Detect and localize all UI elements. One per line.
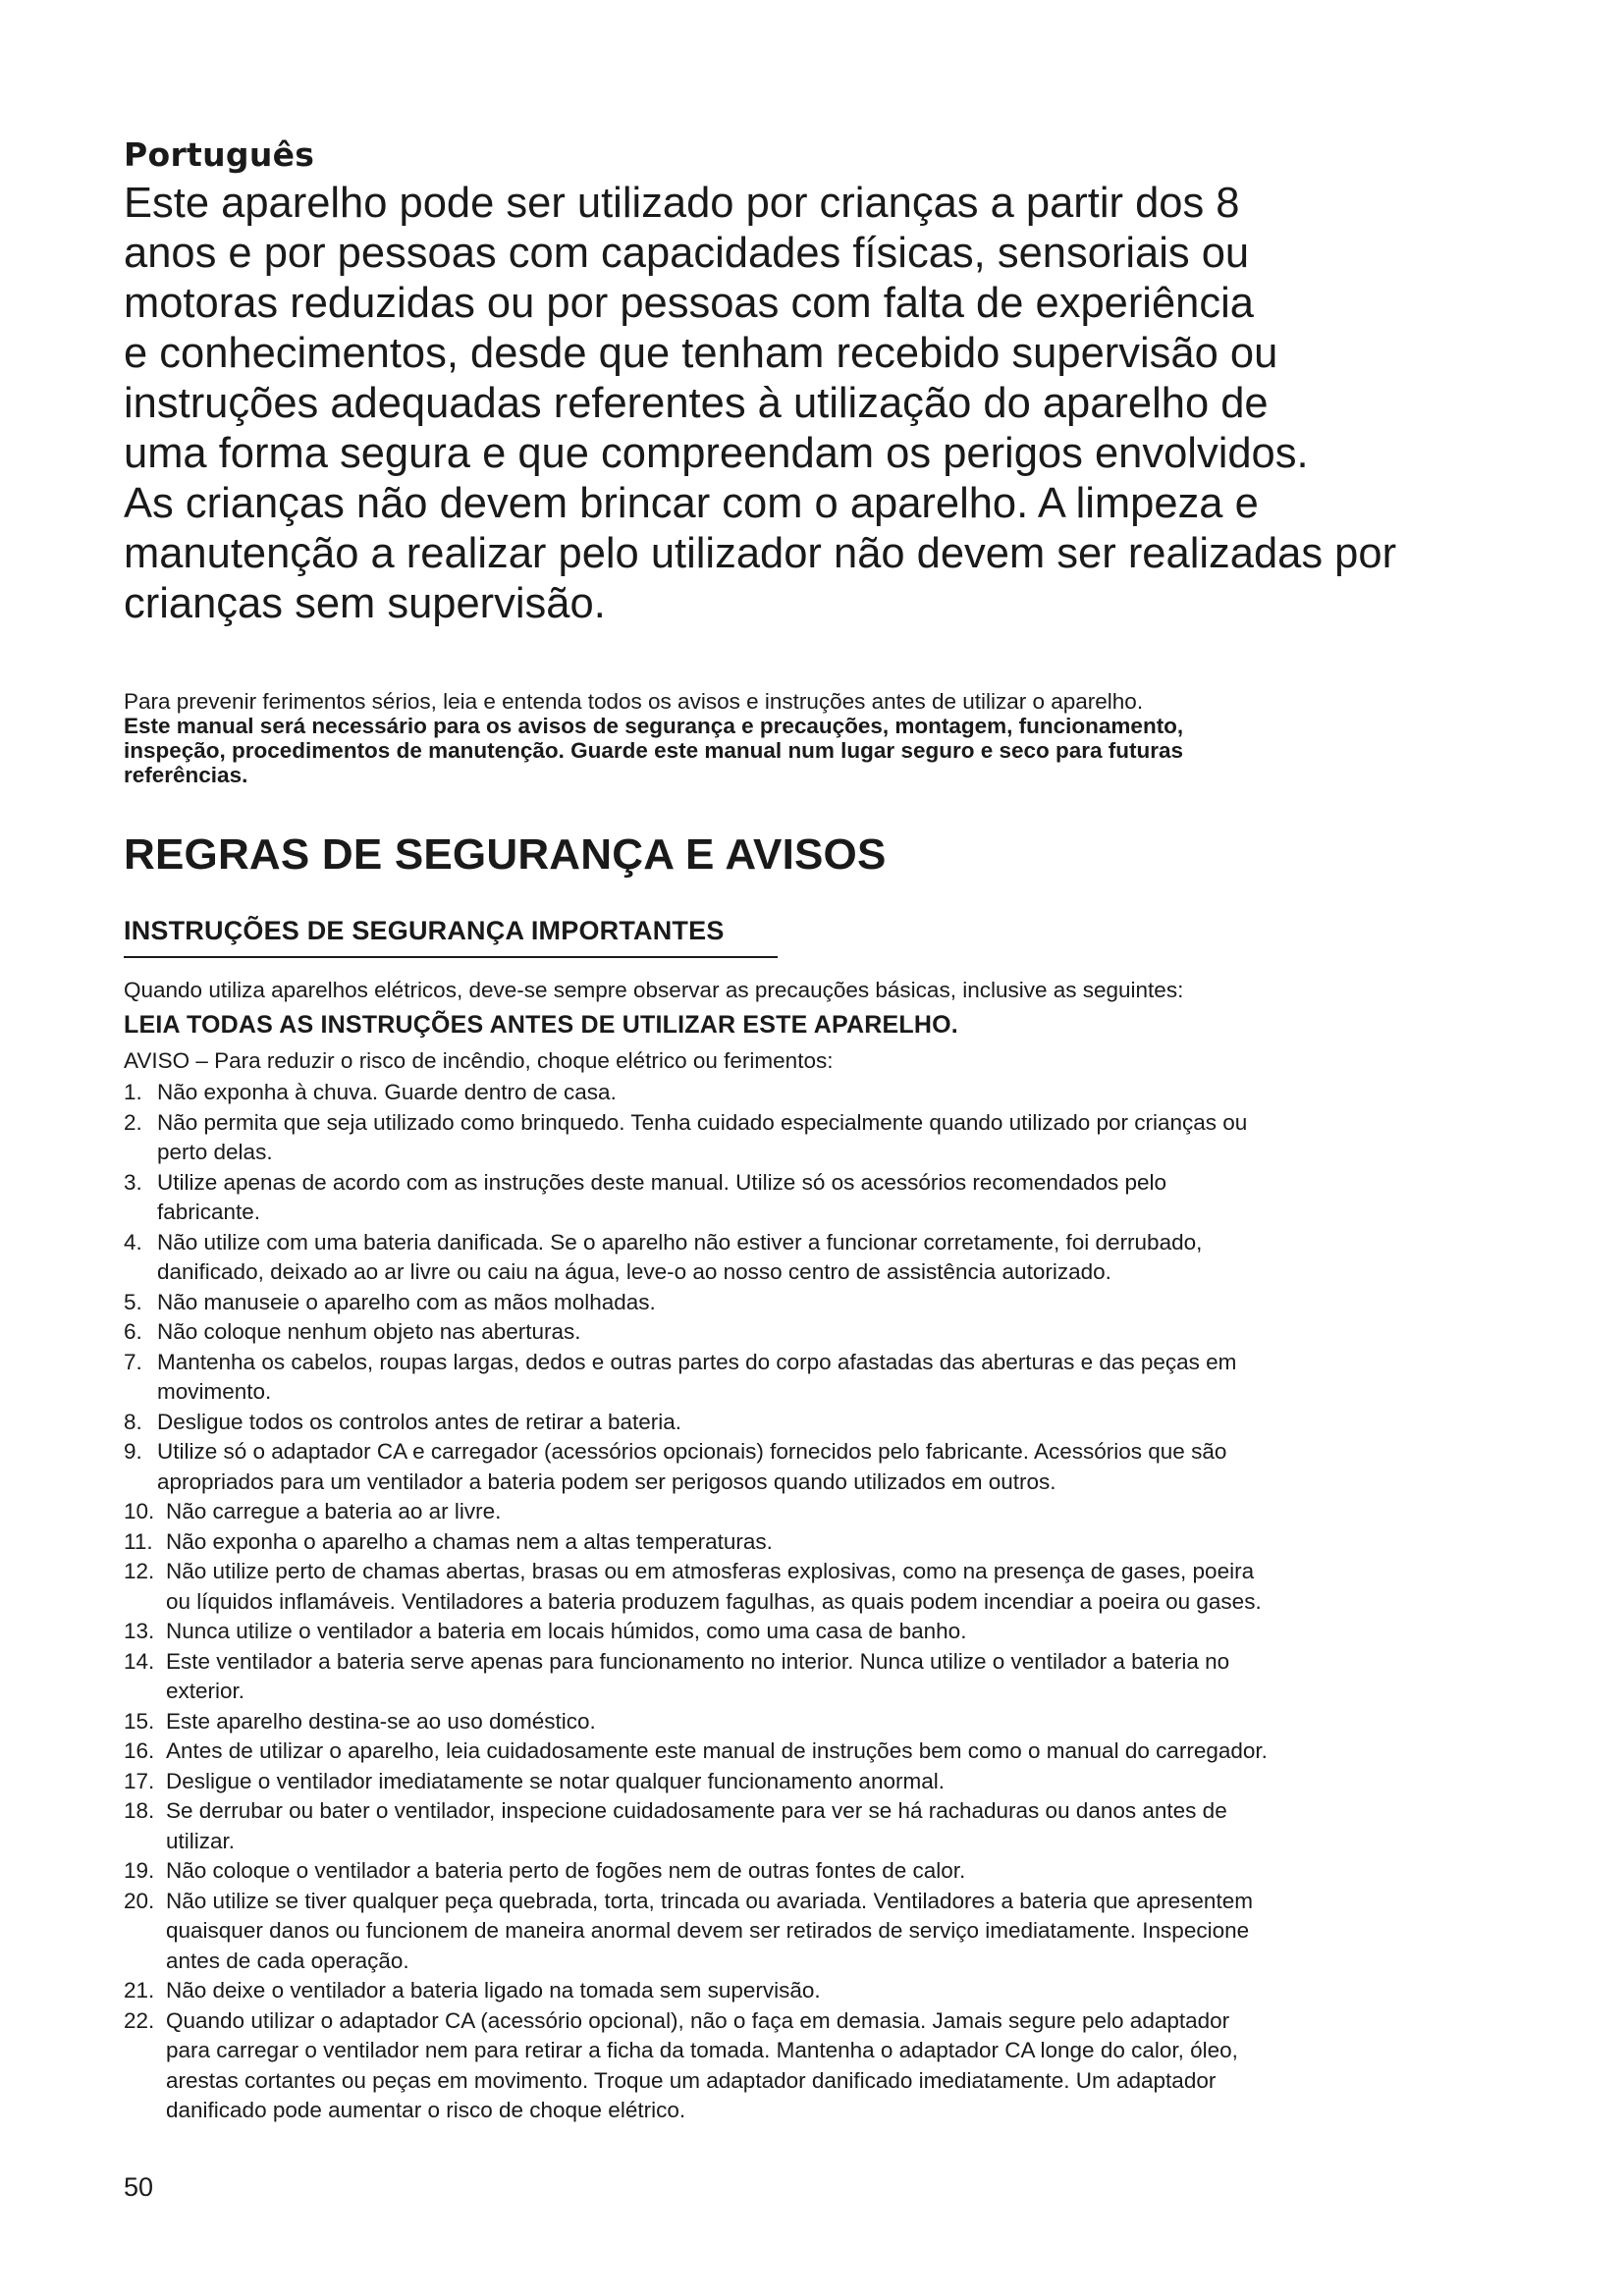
- list-item-line: Não exponha o aparelho a chamas nem a altas temperaturas.: [166, 1528, 773, 1554]
- intro-line: uma forma segura e que compreendam os perigos envolvidos.: [124, 430, 1309, 477]
- list-item-number: 9.: [124, 1439, 142, 1464]
- list-item-line: Antes de utilizar o aparelho, leia cuidadosamente este manual de instruções bem como o manual do carregador.: [166, 1738, 1268, 1763]
- list-item-line: Utilize só o adaptador CA e carregador (acessórios opcionais) fornecidos pelo fabricante. Acessórios que são: [157, 1439, 1227, 1464]
- list-item-number: 18.: [124, 1798, 155, 1823]
- list-item-line: Não deixe o ventilador a bateria ligado na tomada sem supervisão.: [166, 1978, 821, 2002]
- list-item-line: exterior.: [166, 1679, 245, 1703]
- list-item: [124, 1976, 1449, 2006]
- list-item-line: quaisquer danos ou funcionem de maneira anormal devem ser retirados de serviço imediatamente. Inspecione: [166, 1918, 1250, 1943]
- list-item-text: [124, 1408, 1449, 1438]
- list-item-line: Não coloque nenhum objeto nas aberturas.: [157, 1319, 581, 1344]
- list-item: [124, 1497, 1449, 1527]
- list-item-number: 13.: [124, 1619, 155, 1643]
- list-item-line: Não coloque o ventilador a bateria perto de fogões nem de outras fontes de calor.: [166, 1858, 966, 1883]
- list-item: [124, 1796, 1449, 1856]
- list-item-line: Mantenha os cabelos, roupas largas, dedos e outras partes do corpo afastadas das aberturas e das peças em: [157, 1349, 1237, 1374]
- list-item-line: Quando utilizar o adaptador CA (acessório opcional), não o faça em demasia. Jamais segure pelo adaptador: [166, 2007, 1230, 2033]
- list-item: [124, 1557, 1449, 1617]
- list-item: [124, 1767, 1449, 1797]
- list-item-line: Este ventilador a bateria serve apenas para funcionamento no interior. Nunca utilize o ventilador a bateria no: [166, 1648, 1230, 1674]
- list-item-number: 1.: [124, 1080, 142, 1104]
- list-item: [124, 1437, 1449, 1497]
- basic-precautions-text: Quando utiliza aparelhos elétricos, deve-se sempre observar as precauções básicas, inclusive as seguintes:: [124, 978, 1184, 1002]
- intro-line: motoras reduzidas ou por pessoas com falta de experiência: [124, 280, 1254, 327]
- list-item-number: 4.: [124, 1229, 142, 1255]
- list-item-line: antes de cada operação.: [166, 1948, 409, 1973]
- read-all-instructions: LEIA TODAS AS INSTRUÇÕES ANTES DE UTILIZAR ESTE APARELHO.: [124, 1011, 958, 1039]
- intro-line: instruções adequadas referentes à utilização do aparelho de: [124, 380, 1269, 427]
- list-item-number: 17.: [124, 1768, 155, 1793]
- subsection-underline: [124, 956, 778, 958]
- list-item-text: [124, 1976, 1449, 2006]
- list-item-line: utilizar.: [166, 1828, 236, 1853]
- list-item-text: [124, 2006, 1449, 2126]
- list-item-line: Não permita que seja utilizado como brinquedo. Tenha cuidado especialmente quando utilizado por crianças ou: [157, 1109, 1248, 1135]
- list-item-line: Não utilize se tiver qualquer peça quebrada, torta, trincada ou avariada. Ventiladores a bateria que apresentem: [166, 1888, 1253, 1913]
- list-item-text: [124, 1796, 1449, 1856]
- list-item-line: Não utilize com uma bateria danificada. Se o aparelho não estiver a funcionar corretamente, foi derrubado,: [157, 1229, 1203, 1255]
- language-heading: Português: [124, 135, 315, 174]
- list-item-line: Utilize apenas de acordo com as instruções deste manual. Utilize só os acessórios recomendados pelo: [157, 1169, 1167, 1195]
- list-item-number: 15.: [124, 1708, 155, 1734]
- list-item-number: 19.: [124, 1858, 155, 1883]
- list-item-text: [124, 1856, 1449, 1887]
- list-item-text: [124, 1108, 1449, 1168]
- list-item-line: movimento.: [157, 1379, 272, 1404]
- list-item-text: [124, 1078, 1449, 1108]
- list-item-line: Desligue o ventilador imediatamente se notar qualquer funcionamento anormal.: [166, 1768, 945, 1793]
- list-item-line: para carregar o ventilador nem para retirar a ficha da tomada. Mantenha o adaptador CA longe do calor, óleo,: [166, 2038, 1238, 2062]
- list-item-line: Não utilize perto de chamas abertas, brasas ou em atmosferas explosivas, como na presença de gases, poeira: [166, 1559, 1255, 1583]
- list-item-number: 10.: [124, 1499, 155, 1523]
- list-item-line: Não manuseie o aparelho com as mãos molhadas.: [157, 1289, 656, 1314]
- list-item: [124, 1317, 1449, 1348]
- list-item-line: apropriados para um ventilador a bateria podem ser perigosos quando utilizados em outros.: [157, 1468, 1056, 1494]
- lead-bold-line: Este manual será necessário para os avisos de segurança e precauções, montagem, funcionamento,: [124, 714, 1184, 738]
- list-item: [124, 1168, 1449, 1228]
- subsection-title: INSTRUÇÕES DE SEGURANÇA IMPORTANTES: [124, 916, 725, 945]
- list-item-text: [124, 1348, 1449, 1408]
- list-item-text: [124, 1228, 1449, 1288]
- lead-normal-text: Para prevenir ferimentos sérios, leia e entenda todos os avisos e instruções antes de utilizar o aparelho.: [124, 689, 1144, 714]
- lead-bold-line: referências.: [124, 763, 248, 787]
- list-item-line: danificado, deixado ao ar livre ou caiu na água, leve-o ao nosso centro de assistência autorizado.: [157, 1259, 1111, 1284]
- list-item-number: 12.: [124, 1559, 155, 1583]
- intro-line: As crianças não devem brincar com o aparelho. A limpeza e: [124, 480, 1259, 527]
- lead-bold-line: inspeção, procedimentos de manutenção. Guarde este manual num lugar seguro e seco para futuras: [124, 738, 1184, 763]
- intro-line: Este aparelho pode ser utilizado por crianças a partir dos 8: [124, 180, 1240, 227]
- list-item-line: Este aparelho destina-se ao uso doméstico.: [166, 1708, 596, 1734]
- list-item-number: 6.: [124, 1319, 142, 1344]
- list-item: [124, 1408, 1449, 1438]
- list-item-text: [124, 1168, 1449, 1228]
- list-item: [124, 1647, 1449, 1707]
- list-item-line: fabricante.: [157, 1200, 261, 1224]
- intro-paragraph: [124, 179, 1449, 629]
- section-title: REGRAS DE SEGURANÇA E AVISOS: [124, 830, 887, 879]
- list-item: [124, 1736, 1449, 1767]
- intro-line: manutenção a realizar pelo utilizador não devem ser realizadas por: [124, 530, 1397, 577]
- list-item-text: [124, 1527, 1449, 1558]
- list-item: [124, 1707, 1449, 1737]
- list-item: [124, 1078, 1449, 1108]
- list-item: [124, 1527, 1449, 1558]
- list-item: [124, 1108, 1449, 1168]
- list-item-number: 3.: [124, 1169, 142, 1195]
- list-item-number: 7.: [124, 1349, 142, 1374]
- list-item-line: Não exponha à chuva. Guarde dentro de casa.: [157, 1080, 617, 1104]
- list-item: [124, 1348, 1449, 1408]
- list-item-number: 5.: [124, 1289, 142, 1314]
- list-item-text: [124, 1617, 1449, 1647]
- list-item-text: [124, 1317, 1449, 1348]
- list-item: [124, 1228, 1449, 1288]
- list-item: [124, 2006, 1449, 2126]
- lead-paragraph: [124, 689, 1390, 787]
- list-item-text: [124, 1437, 1449, 1497]
- list-item-text: [124, 1887, 1449, 1977]
- intro-line: anos e por pessoas com capacidades físicas, sensoriais ou: [124, 230, 1250, 277]
- list-item-line: Se derrubar ou bater o ventilador, inspecione cuidadosamente para ver se há rachaduras ou danos antes de: [166, 1798, 1227, 1823]
- warning-text: AVISO – Para reduzir o risco de incêndio, choque elétrico ou ferimentos:: [124, 1048, 834, 1073]
- list-item: [124, 1617, 1449, 1647]
- list-item-number: 20.: [124, 1888, 155, 1913]
- list-item: [124, 1288, 1449, 1318]
- list-item-line: perto delas.: [157, 1140, 273, 1164]
- subsection-heading: [124, 916, 725, 946]
- list-item-line: Não carregue a bateria ao ar livre.: [166, 1499, 502, 1523]
- page-number: 50: [124, 2172, 154, 2202]
- list-item: [124, 1856, 1449, 1887]
- list-item-text: [124, 1647, 1449, 1707]
- list-item-number: 8.: [124, 1409, 142, 1434]
- list-item-number: 11.: [124, 1528, 153, 1554]
- list-item-line: danificado pode aumentar o risco de choque elétrico.: [166, 2098, 686, 2122]
- list-item-text: [124, 1736, 1449, 1767]
- list-item-text: [124, 1707, 1449, 1737]
- list-item-text: [124, 1557, 1449, 1617]
- safety-instructions-list: [124, 1078, 1449, 2126]
- intro-line: e conhecimentos, desde que tenham recebido supervisão ou: [124, 330, 1278, 377]
- list-item-number: 2.: [124, 1109, 142, 1135]
- list-item-line: Desligue todos os controlos antes de retirar a bateria.: [157, 1409, 682, 1434]
- list-item-number: 21.: [124, 1978, 155, 2002]
- list-item-line: arestas cortantes ou peças em movimento. Troque um adaptador danificado imediatamente. Um adaptador: [166, 2067, 1217, 2093]
- list-item-number: 16.: [124, 1738, 155, 1763]
- list-item-text: [124, 1767, 1449, 1797]
- list-item-number: 14.: [124, 1648, 155, 1674]
- list-item-number: 22.: [124, 2007, 155, 2033]
- list-item: [124, 1887, 1449, 1977]
- list-item-line: Nunca utilize o ventilador a bateria em locais húmidos, como uma casa de banho.: [166, 1619, 967, 1643]
- intro-line: crianças sem supervisão.: [124, 580, 606, 627]
- list-item-line: ou líquidos inflamáveis. Ventiladores a bateria produzem fagulhas, as quais podem incendiar a poeira ou gases.: [166, 1588, 1262, 1614]
- list-item-text: [124, 1288, 1449, 1318]
- list-item-text: [124, 1497, 1449, 1527]
